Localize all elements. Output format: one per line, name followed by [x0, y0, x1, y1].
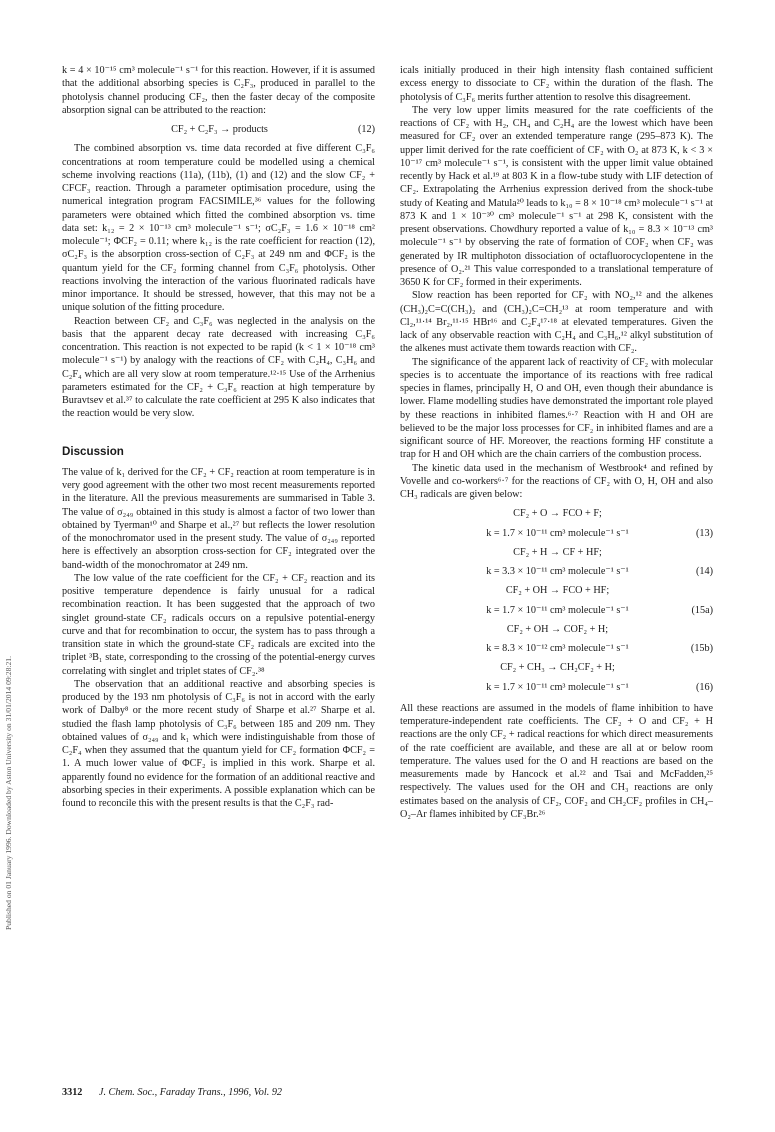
- paragraph: k = 4 × 10⁻¹⁵ cm³ molecule⁻¹ s⁻¹ for this reaction. However, if it is assumed that the additional absorbing species is C₂F₃, produced in parallel to the photolysis channel producing CF₂, then the faster decay of the composite absorption signal can be attributed to the reaction:: [62, 65, 375, 116]
- reaction-equation: [400, 623, 713, 656]
- reaction-equation: [400, 584, 713, 617]
- reaction-equation: [400, 507, 713, 540]
- reaction-equation: [400, 661, 713, 694]
- equation-12: [62, 123, 375, 136]
- equation-number: (13): [696, 527, 713, 539]
- equation-text: CF₂ + C₂F₃ → products: [171, 124, 268, 135]
- paragraph: All these reactions are assumed in the models of flame inhibition to have temperature-independent rate coefficients. The CF₂ + O and CF₂ + H reactions are the only CF₂ + radical reactions for which direct measurements of the rate coefficient are available, and these are all at or below room temperature. The values used for the O and H reactions are based on the measurements made by Hancock et al.²² and Tsai and McFadden,²⁵ respectively. The values used for the OH and CH₃ reactions are only estimates based on the analysis of CF₂, COF₂ and CH₂CF₂ profiles in CH₄–O₂–Ar flames inhibited by CF₃Br.²⁶: [400, 702, 713, 820]
- equation-number: (15a): [691, 604, 713, 616]
- reaction-text: CF₂ + H → CF + HF;: [513, 546, 602, 558]
- watermark-text: Published on 01 January 1996. Downloaded by Aston University on 31/01/2014 09:28:21.: [4, 656, 13, 930]
- paragraph: The value of k₁ derived for the CF₂ + CF₂ reaction at room temperature is in very good agreement with the other two most recent measurements reported in the literature. All the previous measurements are summarised in Table 3. The value of σ₂₄₉ obtained in this study is almost a factor of two lower than obtained by Tyerman¹⁰ and Sharpe et al.,²⁷ but reflects the lower resolution of the monochromator used in the present study. The value of σ₂₄₉ reported here is effectively an absorption cross-section for CF₂ integrated over the band-width of the monochromator at 249 nm.: [62, 466, 375, 571]
- rate-coefficient: k = 3.3 × 10⁻¹¹ cm³ molecule⁻¹ s⁻¹: [486, 566, 629, 577]
- paragraph: icals initially produced in their high intensity flash contained sufficient excess energy to dissociate to CF₂ within the duration of the flash. The photolysis of C₃F₆ merits further attention to resolve this disagreement.: [400, 65, 713, 103]
- rate-coefficient: k = 8.3 × 10⁻¹² cm³ molecule⁻¹ s⁻¹: [486, 643, 629, 654]
- section-heading: Discussion: [62, 444, 124, 458]
- left-column: [62, 64, 375, 810]
- reaction-text: CF₂ + O → FCO + F;: [513, 508, 602, 520]
- equation-number: (12): [358, 124, 375, 135]
- page-footer: [62, 1087, 282, 1098]
- download-watermark: [3, 300, 15, 930]
- reaction-text: CF₂ + OH → FCO + HF;: [505, 585, 610, 597]
- page-number: 3312: [62, 1087, 83, 1098]
- equation-number: (15b): [690, 643, 713, 654]
- equation-number: (14): [696, 566, 713, 577]
- paragraph: Reaction between CF₂ and C₃F₆ was neglected in the analysis on the basis that the apparent decay rate decreased with increasing C₃F₆ concentration. This reaction is not expected to be rapid (k < 1 × 10⁻¹⁸ cm³ molecule⁻¹ s⁻¹) by analogy with the reactions of CF₂ with C₂H₄, C₃H₆ and C₂F₄ which are all very slow at room temperature.¹²·¹⁵ Use of the Arrhenius parameters estimated for the CF₂ + C₃F₆ reaction at high temperature by Buravtsev et al.³⁷ to calculate the rate coefficient at 295 K also indicates that the reaction would be very slow.: [62, 315, 375, 420]
- paragraph: The kinetic data used in the mechanism of Westbrook⁴ and refined by Vovelle and co-workers⁶·⁷ for the reactions of CF₂ with O, H, OH and also CH₃ radicals are given below:: [400, 462, 713, 500]
- journal-citation: J. Chem. Soc., Faraday Trans., 1996, Vol. 92: [98, 1087, 283, 1098]
- reaction-text: CF₂ + CH₃ → CH₂CF₂ + H;: [500, 662, 615, 674]
- reaction-equation: [400, 546, 713, 579]
- equation-number: (16): [696, 681, 713, 693]
- reaction-text: CF₂ + OH → COF₂ + H;: [506, 623, 609, 635]
- rate-coefficient: k = 1.7 × 10⁻¹¹ cm³ molecule⁻¹ s⁻¹: [486, 527, 629, 539]
- paragraph: The very low upper limits measured for the rate coefficients of the reactions of CF₂ with H₂, CH₄ and C₂H₄ are the lowest which have been measured for CF₂ over an extended temperature range (295–873 K). The upper limit derived for the rate coefficient of CF₂ with O₂ at 873 K, k < 3 × 10⁻¹⁷ cm³ molecule⁻¹ s⁻¹, is consistent with the upper limit value obtained recently by Hack et al.¹⁹ at 803 K in a flow-tube study with LIF detection of CF₂. Extrapolating the Arrhenius expression derived from the shock-tube study of Keating and Matula²⁰ leads to k₁₀ = 8 × 10⁻¹⁸ cm³ molecule⁻¹ s⁻¹ at 873 K and 1 × 10⁻³⁰ cm³ molecule⁻¹ s⁻¹ at 298 K, consistent with the present observations. Chowdhury reported a value of k₁₀ = 8.3 × 10⁻¹³ cm³ molecule⁻¹ s⁻¹ by observing the rate of formation of COF₂ when CF₂ was generated by IR multiphoton dissociation of octafluorocyclopentene in the presence of O₂.²¹ This value corresponded to a translational temperature of 3650 K for CF₂ formed in their experiments.: [400, 104, 713, 288]
- paragraph: The significance of the apparent lack of reactivity of CF₂ with molecular species is to accentuate the importance of its reactions with free radical species in flames, principally H, O and OH, even though their abundance is lower. Flame modelling studies have demonstrated the important role played by these reactions in inhibited flames.⁶·⁷ Reaction with H and OH are believed to be the major loss processes for CF₂ in inhibited flames and are a significant source of HF. Moreover, the reactions forming HF constitute a trap for H and OH which are the chain carriers of the combustion process.: [400, 356, 713, 461]
- paragraph: The low value of the rate coefficient for the CF₂ + CF₂ reaction and its positive temperature dependence is fairly unusual for a radical recombination reaction. It has been suggested that the approach of two singlet ground-state CF₂ radicals occurs on a repulsive potential-energy curve and that for recombination to occur, the system has to pass through a transition state in which the ground-state CF₂ radicals are excited into the triplet ³B₁ state, corresponding to the crossing of the potential-energy curves correlating with singlet and triplet states of CF₂.³⁸: [62, 572, 375, 677]
- rate-coefficient: k = 1.7 × 10⁻¹¹ cm³ molecule⁻¹ s⁻¹: [486, 681, 629, 693]
- paragraph: The observation that an additional reactive and absorbing species is produced by the 193 nm photolysis of C₃F₆ is not in accord with the early work of Dalby⁸ or the more recent study of Sharpe et al.²⁷ Sharpe et al. studied the flash lamp photolysis of C₃F₆ between 185 and 209 nm. They obtained values of σ₂₄₉ and k₁ which were indistinguishable from those of C₂F₄ when they assumed that the quantum yield for CF₂ formation ΦCF₂ = 1. A much lower value of ΦCF₂ is implied in this work. Sharpe et al. apparently found no evidence for the formation of an additional reactive and absorbing species in their experiments. A possible explanation which can be found to reconcile this with the present results is that the C₂F₃ rad-: [62, 678, 375, 809]
- rate-coefficient: k = 1.7 × 10⁻¹¹ cm³ molecule⁻¹ s⁻¹: [486, 604, 629, 616]
- right-column: [400, 64, 713, 821]
- paragraph: The combined absorption vs. time data recorded at five different C₃F₆ concentrations at room temperature could be modelled using a chemical scheme involving reactions (11a), (11b), (1) and (12) and the slow CF₂ + CFCF₃ reaction. Through a parameter optimisation procedure, using the numerical integration program FACSIMILE,³⁶ values for the following parameters were obtained which fitted the combined absorption vs. time data set: k₁₂ = 2 × 10⁻¹³ cm³ molecule⁻¹ s⁻¹; σC₂F₃ = 1.6 × 10⁻¹⁸ cm² molecule⁻¹; ΦCF₂ = 0.11; where k₁₂ is the rate coefficient for reaction (12), σC₂F₃ is the absorption cross-section of C₂F₃ at 249 nm and ΦCF₂ is the quantum yield for the CF₂ forming channel from C₃F₆ photolysis. Other reactions involving the interaction of the various fluorinated radicals have minor importance. It should be stressed, however, that this may not be a unique solution of the fitting procedure.: [62, 143, 375, 314]
- paragraph: Slow reaction has been reported for CF₂ with NO₂,¹² and the alkenes (CH₃)₂C=C(CH₃)₂ and (CH₃)₂C=CH₂¹³ at room temperature and with Cl₂,¹¹·¹⁴ Br₂,¹¹·¹⁵ HBr¹⁶ and C₂F₄¹⁷·¹⁸ at elevated temperatures. Given the lack of any observable reaction with C₂H₄ and C₃H₆,¹² alkyl substitution of the alkenes must activate them towards reaction with CF₂.: [400, 290, 713, 355]
